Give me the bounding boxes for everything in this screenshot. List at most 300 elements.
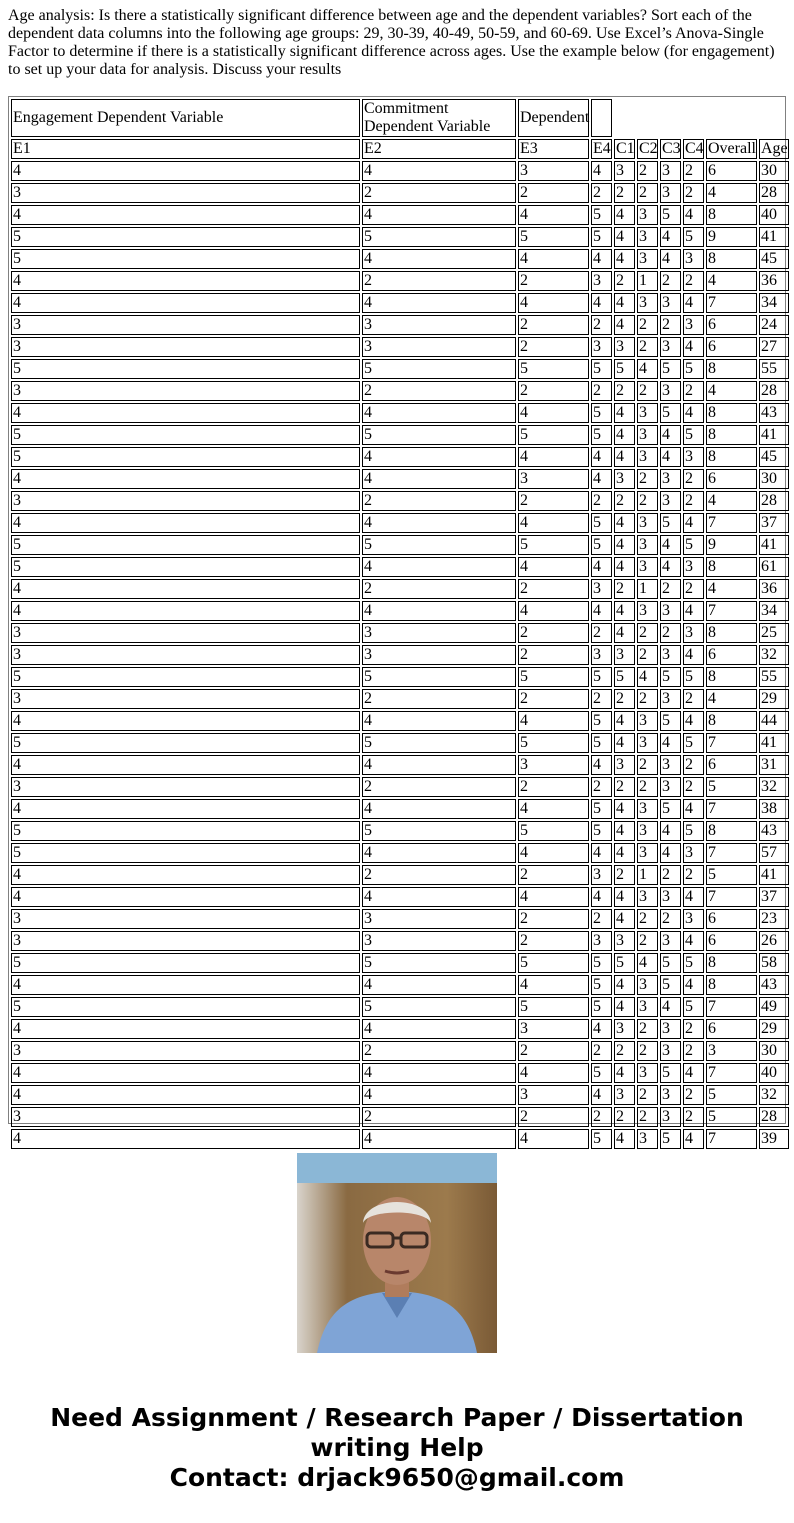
table-cell: 2: [683, 1041, 704, 1061]
table-row: [11, 777, 789, 797]
table-cell: 5: [660, 667, 681, 687]
table-cell: 4: [518, 293, 589, 313]
table-cell: 3: [591, 931, 612, 951]
table-cell: 4: [518, 513, 589, 533]
table-cell: 3: [11, 183, 360, 203]
table-row: [11, 689, 789, 709]
table-row: [11, 425, 789, 445]
table-cell: 2: [518, 777, 589, 797]
column-header-cell: E1: [11, 139, 360, 159]
table-cell: 4: [683, 711, 704, 731]
table-cell: 3: [660, 1107, 681, 1127]
table-cell: 3: [614, 645, 635, 665]
table-cell: 2: [591, 909, 612, 929]
table-cell: 2: [591, 315, 612, 335]
table-cell: 41: [759, 425, 789, 445]
table-row: [11, 227, 789, 247]
table-row: [11, 997, 789, 1017]
table-cell: 2: [683, 1107, 704, 1127]
table-cell: 5: [660, 403, 681, 423]
table-cell: 5: [11, 997, 360, 1017]
table-cell: 4: [614, 821, 635, 841]
table-cell: 4: [591, 447, 612, 467]
table-cell: 2: [518, 931, 589, 951]
table-cell: 5: [706, 1107, 757, 1127]
table-cell: 5: [11, 425, 360, 445]
table-row: [11, 909, 789, 929]
table-cell: 3: [518, 469, 589, 489]
table-cell: 3: [591, 271, 612, 291]
table-cell: 3: [591, 645, 612, 665]
table-cell: 5: [660, 711, 681, 731]
table-row: [11, 359, 789, 379]
table-cell: 3: [11, 623, 360, 643]
table-cell: 4: [614, 997, 635, 1017]
table-cell: 43: [759, 403, 789, 423]
table-cell: 2: [683, 271, 704, 291]
table-cell: 2: [362, 1041, 516, 1061]
table-cell: 5: [518, 821, 589, 841]
table-cell: 40: [759, 1063, 789, 1083]
table-cell: 5: [362, 997, 516, 1017]
table-cell: 2: [637, 1107, 658, 1127]
table-cell: 4: [11, 1085, 360, 1105]
table-cell: 3: [637, 205, 658, 225]
table-cell: 8: [706, 711, 757, 731]
table-cell: 5: [614, 953, 635, 973]
table-cell: 3: [591, 865, 612, 885]
table-cell: 3: [11, 337, 360, 357]
table-cell: 30: [759, 1041, 789, 1061]
table-cell: 4: [518, 601, 589, 621]
table-cell: 6: [706, 315, 757, 335]
table-cell: 5: [11, 359, 360, 379]
table-cell: 5: [591, 359, 612, 379]
table-row: [11, 381, 789, 401]
table-cell: 6: [706, 909, 757, 929]
table-cell: 5: [362, 227, 516, 247]
table-cell: 4: [706, 183, 757, 203]
table-cell: 4: [683, 799, 704, 819]
table-cell: 8: [706, 403, 757, 423]
table-cell: 3: [362, 337, 516, 357]
table-cell: 4: [683, 975, 704, 995]
table-cell: 6: [706, 337, 757, 357]
table-cell: 2: [637, 645, 658, 665]
table-cell: 3: [614, 469, 635, 489]
table-cell: 4: [614, 799, 635, 819]
table-cell: 5: [660, 359, 681, 379]
table-cell: 8: [706, 623, 757, 643]
table-cell: 4: [614, 557, 635, 577]
table-cell: 3: [660, 1019, 681, 1039]
table-cell: 2: [591, 1041, 612, 1061]
table-cell: 2: [614, 491, 635, 511]
table-cell: 4: [591, 293, 612, 313]
table-row: [11, 469, 789, 489]
table-cell: 5: [591, 403, 612, 423]
table-cell: 2: [637, 755, 658, 775]
table-cell: 3: [660, 161, 681, 181]
table-cell: 4: [660, 733, 681, 753]
table-cell: 5: [591, 733, 612, 753]
column-header-cell: C3: [662, 140, 681, 157]
table-cell: 2: [518, 1041, 589, 1061]
table-cell: 25: [759, 623, 789, 643]
table-cell: 4: [614, 535, 635, 555]
table-cell: 4: [614, 227, 635, 247]
table-cell: 4: [660, 843, 681, 863]
table-cell: 2: [362, 777, 516, 797]
table-row: [11, 667, 789, 687]
table-cell: 4: [11, 205, 360, 225]
table-cell: 4: [614, 733, 635, 753]
table-cell: 4: [614, 425, 635, 445]
table-cell: 5: [660, 953, 681, 973]
table-cell: 61: [759, 557, 789, 577]
table-cell: 3: [637, 799, 658, 819]
table-cell: 4: [11, 1063, 360, 1083]
table-cell: 4: [614, 1129, 635, 1149]
table-cell: 5: [518, 733, 589, 753]
table-cell: 5: [591, 821, 612, 841]
table-cell: 5: [706, 777, 757, 797]
table-row: [11, 975, 789, 995]
table-cell: 5: [660, 975, 681, 995]
column-header-cell: E3: [518, 139, 589, 159]
table-cell: 34: [759, 293, 789, 313]
table-cell: 2: [660, 909, 681, 929]
table-cell: 4: [362, 843, 516, 863]
table-cell: 3: [660, 491, 681, 511]
table-cell: 7: [706, 293, 757, 313]
column-header-cell: E2: [362, 139, 516, 159]
table-cell: 37: [759, 887, 789, 907]
column-header-cell: Overall: [708, 140, 756, 157]
question-text: Age analysis: Is there a statistically significant difference between age and the dependent variables? Sort each of the dependent data columns into the following age groups: 29, 30-39, 40-49, 50-59, and 60-69. Use Excel’s Anova-Single Factor to determine if there is a statistically significant difference across ages. Use the example below (for engagement) to set up your data for analysis. Discuss your results: [8, 7, 775, 78]
table-cell: 5: [660, 1129, 681, 1149]
table-cell: 5: [683, 227, 704, 247]
table-cell: 4: [614, 843, 635, 863]
table-cell: 4: [614, 315, 635, 335]
table-cell: 2: [518, 579, 589, 599]
table-cell: 2: [518, 491, 589, 511]
table-cell: 43: [759, 975, 789, 995]
table-cell: 5: [683, 821, 704, 841]
table-cell: 43: [759, 821, 789, 841]
table-cell: 23: [759, 909, 789, 929]
table-cell: 6: [706, 755, 757, 775]
table-cell: 45: [759, 249, 789, 269]
table-row: [11, 293, 789, 313]
table-cell: 8: [706, 425, 757, 445]
column-header-row: [11, 139, 789, 159]
table-row: [11, 931, 789, 951]
author-photo-image: [297, 1153, 497, 1353]
table-cell: 3: [614, 337, 635, 357]
table-cell: 3: [637, 513, 658, 533]
table-cell: 5: [591, 205, 612, 225]
table-cell: 4: [591, 557, 612, 577]
table-cell: 4: [362, 1129, 516, 1149]
table-row: [11, 623, 789, 643]
table-row: [11, 865, 789, 885]
table-cell: 4: [614, 601, 635, 621]
table-cell: 4: [614, 909, 635, 929]
table-cell: 5: [518, 535, 589, 555]
table-cell: 4: [362, 711, 516, 731]
table-cell: 3: [637, 711, 658, 731]
table-cell: 2: [518, 183, 589, 203]
table-cell: 5: [11, 557, 360, 577]
table-cell: 5: [591, 535, 612, 555]
table-row: [11, 1107, 789, 1127]
table-cell: 3: [637, 601, 658, 621]
table-cell: 5: [660, 513, 681, 533]
table-cell: 3: [683, 447, 704, 467]
table-cell: 4: [614, 205, 635, 225]
table-cell: 7: [706, 887, 757, 907]
table-cell: 5: [11, 535, 360, 555]
table-cell: 2: [637, 183, 658, 203]
table-cell: 2: [591, 777, 612, 797]
table-cell: 4: [518, 799, 589, 819]
table-cell: 5: [11, 667, 360, 687]
table-cell: 29: [759, 689, 789, 709]
table-cell: 4: [362, 403, 516, 423]
table-cell: 5: [11, 843, 360, 863]
table-row: [11, 447, 789, 467]
table-cell: 4: [614, 403, 635, 423]
table-cell: 32: [759, 777, 789, 797]
table-cell: 5: [362, 535, 516, 555]
table-cell: 4: [614, 513, 635, 533]
table-cell: 4: [706, 689, 757, 709]
table-cell: 3: [660, 183, 681, 203]
table-cell: 3: [518, 1019, 589, 1039]
table-cell: 39: [759, 1129, 789, 1149]
table-cell: 4: [683, 1063, 704, 1083]
table-cell: 2: [591, 623, 612, 643]
table-cell: 2: [683, 381, 704, 401]
table-cell: 5: [591, 799, 612, 819]
table-cell: 3: [614, 161, 635, 181]
table-cell: 4: [362, 557, 516, 577]
table-row: [11, 953, 789, 973]
table-cell: 5: [362, 359, 516, 379]
table-cell: 4: [683, 205, 704, 225]
table-row: [11, 755, 789, 775]
table-cell: 5: [11, 953, 360, 973]
table-cell: 4: [362, 513, 516, 533]
column-header-cell: C1: [616, 140, 635, 157]
table-cell: 3: [683, 909, 704, 929]
table-cell: 4: [614, 447, 635, 467]
table-cell: 55: [759, 667, 789, 687]
table-cell: 5: [518, 425, 589, 445]
table-cell: 5: [591, 1063, 612, 1083]
table-cell: 8: [706, 821, 757, 841]
table-cell: 5: [683, 425, 704, 445]
table-row: [11, 337, 789, 357]
table-cell: 3: [660, 381, 681, 401]
table-row: [11, 579, 789, 599]
table-cell: 4: [637, 359, 658, 379]
table-row: [11, 1129, 789, 1149]
table-cell: 3: [660, 1085, 681, 1105]
table-cell: 36: [759, 579, 789, 599]
table-cell: 2: [362, 271, 516, 291]
table-cell: 1: [637, 271, 658, 291]
table-row: [11, 249, 789, 269]
table-cell: 3: [11, 909, 360, 929]
table-cell: 3: [11, 931, 360, 951]
table-cell: 29: [759, 1019, 789, 1039]
table-cell: 5: [591, 953, 612, 973]
table-cell: 3: [637, 557, 658, 577]
table-cell: 3: [637, 975, 658, 995]
table-cell: 3: [660, 931, 681, 951]
table-cell: 3: [614, 931, 635, 951]
table-cell: 4: [591, 161, 612, 181]
table-cell: 5: [591, 425, 612, 445]
table-cell: 8: [706, 249, 757, 269]
table-cell: 3: [637, 447, 658, 467]
table-cell: 5: [362, 733, 516, 753]
table-cell: 3: [637, 733, 658, 753]
table-cell: 4: [614, 249, 635, 269]
table-cell: 34: [759, 601, 789, 621]
table-cell: 7: [706, 1129, 757, 1149]
table-row: [11, 183, 789, 203]
table-cell: 3: [637, 821, 658, 841]
table-cell: 8: [706, 667, 757, 687]
table-row: [11, 205, 789, 225]
table-cell: 2: [518, 381, 589, 401]
table-cell: 3: [11, 381, 360, 401]
table-cell: 2: [637, 315, 658, 335]
table-cell: 4: [614, 975, 635, 995]
table-row: [11, 1085, 789, 1105]
table-cell: 4: [660, 997, 681, 1017]
table-cell: 5: [683, 359, 704, 379]
table-cell: 4: [11, 1129, 360, 1149]
table-cell: 5: [683, 535, 704, 555]
table-cell: 4: [11, 579, 360, 599]
table-cell: 4: [11, 799, 360, 819]
table-cell: 2: [637, 469, 658, 489]
table-cell: 4: [518, 403, 589, 423]
table-cell: 5: [683, 953, 704, 973]
table-cell: 5: [591, 711, 612, 731]
table-cell: 3: [11, 491, 360, 511]
table-cell: 30: [759, 161, 789, 181]
empty-group-header: [591, 99, 612, 137]
table-cell: 5: [11, 821, 360, 841]
table-cell: 2: [614, 1107, 635, 1127]
table-cell: 4: [660, 249, 681, 269]
table-row: [11, 535, 789, 555]
table-cell: 49: [759, 997, 789, 1017]
table-cell: 3: [362, 623, 516, 643]
table-cell: 4: [614, 711, 635, 731]
table-cell: 2: [637, 381, 658, 401]
table-cell: 58: [759, 953, 789, 973]
table-cell: 5: [518, 359, 589, 379]
table-cell: 3: [660, 601, 681, 621]
table-cell: 3: [11, 1041, 360, 1061]
table-cell: 3: [362, 931, 516, 951]
dependent-group-header: Dependent: [518, 99, 589, 137]
table-cell: 2: [591, 183, 612, 203]
table-cell: 2: [362, 865, 516, 885]
table-cell: 2: [683, 689, 704, 709]
table-cell: 4: [706, 579, 757, 599]
table-cell: 4: [591, 887, 612, 907]
table-cell: 2: [591, 381, 612, 401]
table-cell: 4: [518, 447, 589, 467]
table-cell: 44: [759, 711, 789, 731]
table-cell: 4: [637, 667, 658, 687]
data-table: [9, 97, 791, 1151]
table-cell: 4: [591, 249, 612, 269]
table-cell: 41: [759, 733, 789, 753]
table-cell: 3: [637, 293, 658, 313]
table-cell: 2: [614, 271, 635, 291]
table-cell: 7: [706, 997, 757, 1017]
table-cell: 9: [706, 535, 757, 555]
data-table-container[interactable]: [8, 96, 788, 1147]
table-cell: 5: [614, 359, 635, 379]
table-cell: 2: [660, 579, 681, 599]
table-cell: 4: [683, 337, 704, 357]
table-cell: 2: [637, 161, 658, 181]
table-row: [11, 491, 789, 511]
table-cell: 2: [637, 337, 658, 357]
table-cell: 5: [660, 205, 681, 225]
table-cell: 4: [706, 491, 757, 511]
table-cell: 40: [759, 205, 789, 225]
table-cell: 4: [11, 975, 360, 995]
table-cell: 4: [362, 447, 516, 467]
table-cell: 4: [362, 1063, 516, 1083]
table-cell: 2: [362, 381, 516, 401]
table-cell: 2: [637, 1019, 658, 1039]
table-cell: 4: [683, 645, 704, 665]
table-cell: 3: [11, 645, 360, 665]
table-cell: 5: [660, 1063, 681, 1083]
table-cell: 2: [362, 689, 516, 709]
table-cell: 4: [518, 557, 589, 577]
table-cell: 3: [614, 1085, 635, 1105]
table-cell: 8: [706, 557, 757, 577]
table-cell: 3: [614, 1019, 635, 1039]
table-cell: 2: [614, 689, 635, 709]
table-cell: 3: [637, 403, 658, 423]
table-cell: 28: [759, 1107, 789, 1127]
table-cell: 26: [759, 931, 789, 951]
table-cell: 5: [11, 249, 360, 269]
table-cell: 5: [591, 513, 612, 533]
table-cell: 2: [362, 491, 516, 511]
table-cell: 3: [706, 1041, 757, 1061]
table-cell: 2: [637, 777, 658, 797]
table-cell: 3: [518, 161, 589, 181]
column-header-cell: Age: [761, 140, 788, 157]
table-cell: 45: [759, 447, 789, 467]
table-cell: 2: [362, 1107, 516, 1127]
table-cell: 3: [660, 689, 681, 709]
